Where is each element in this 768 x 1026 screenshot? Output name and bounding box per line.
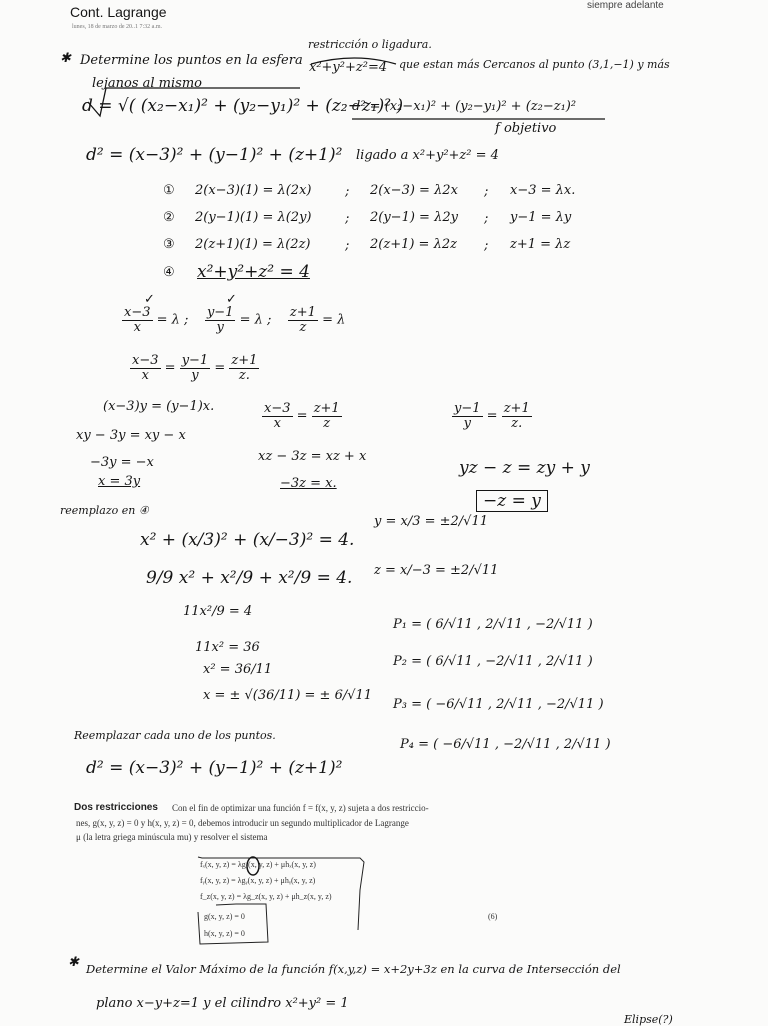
ratios-line: $\frac{x-3}{x}$ = λ ; $\frac{y-1}{y}$ = λ ; $\frac{z+1}{z}$ = λ: [124, 305, 346, 335]
simp3: 2(z+1) = λ2z: [370, 237, 457, 252]
col2-fraction: $\frac{x-3}{x}$ = $\frac{z+1}{z}$: [264, 401, 340, 431]
check-mark-1: ✓: [144, 292, 155, 307]
book-sys-1: fₓ(x, y, z) = λgₓ(x, y, z) + μhₓ(x, y, z): [200, 860, 316, 869]
problem2-line-1: Determine el Valor Máximo de la función f(x,y,z) = x+2y+3z en la curva de Intersección del: [86, 962, 621, 976]
point-p4: P₄ = ( −6/√11 , −2/√11 , 2/√11 ): [400, 737, 611, 752]
book-sys-4: g(x, y, z) = 0: [204, 912, 245, 921]
sep-3: ;: [345, 238, 350, 253]
sep-2b: ;: [484, 211, 489, 226]
ratio-z: $\frac{z+1}{z}$: [289, 305, 316, 335]
sub-5: x² = 36/11: [203, 662, 273, 677]
ratio-x: $\frac{x-3}{x}$: [124, 305, 151, 335]
eq-number-1: ①: [163, 183, 175, 198]
eq2: 2(y−1)(1) = λ(2y): [195, 210, 312, 225]
problem1-statement-b: que estan más Cercanos al punto (3,1,−1) y más: [399, 58, 670, 71]
sub-4: 11x² = 36: [195, 640, 260, 655]
d-squared-expanded: d² = (x−3)² + (y−1)² + (z+1)²: [86, 145, 343, 165]
final-d-squared: d² = (x−3)² + (y−1)² + (z+1)²: [86, 758, 343, 778]
eq-number-2: ②: [163, 210, 175, 225]
book-sys-2: fᵧ(x, y, z) = λgᵧ(x, y, z) + μhᵧ(x, y, z): [200, 876, 316, 885]
problem1-bullet: ✱: [60, 51, 71, 66]
eq-number-3: ③: [163, 237, 175, 252]
res1: x−3 = λx.: [510, 183, 576, 198]
book-sys-3: f_z(x, y, z) = λg_z(x, y, z) + μh_z(x, y, z): [200, 892, 332, 901]
sep-1: ;: [345, 184, 350, 199]
eq-number-4: ④: [163, 265, 175, 280]
eq3: 2(z+1)(1) = λ(2z): [195, 237, 311, 252]
sep-3b: ;: [484, 238, 489, 253]
simp2: 2(y−1) = λ2y: [370, 210, 458, 225]
col3-line1: yz − z = zy + y: [459, 458, 590, 478]
y-value: y = x/3 = ±2/√11: [374, 514, 489, 529]
d-squared-general: d² = (x₂−x₁)² + (y₂−y₁)² + (z₂−z₁)²: [352, 99, 577, 114]
constraint-label: ligado a x²+y²+z² = 4: [356, 148, 499, 163]
book-sys-5: h(x, y, z) = 0: [204, 929, 245, 938]
col1-line1: (x−3)y = (y−1)x.: [103, 399, 215, 414]
header-slogan: siempre adelante: [587, 0, 664, 11]
point-p2: P₂ = ( 6/√11 , −2/√11 , 2/√11 ): [393, 654, 593, 669]
z-value: z = x/−3 = ±2/√11: [374, 563, 499, 578]
book-line-1: Con el fin de optimizar una función f = f(x, y, z) sujeta a dos restriccio-: [172, 803, 429, 813]
header-date: lunes, 18 de marzo de 20..1 7:32 a.m.: [72, 24, 162, 30]
ratio-y: $\frac{y-1}{y}$: [206, 305, 234, 335]
book-line-2: nes, g(x, y, z) = 0 y h(x, y, z) = 0, debemos introducir un segundo multiplicador de Lagrange: [76, 818, 409, 828]
sub-2: 9/9 x² + x²/9 + x²/9 = 4.: [146, 568, 353, 588]
col1-line3: −3y = −x: [90, 455, 154, 470]
problem2-line-3: Elipse(?): [624, 1013, 673, 1026]
col1-line4: x = 3y: [98, 474, 141, 489]
replace-each: Reemplazar cada uno de los puntos.: [74, 729, 276, 742]
simp1: 2(x−3) = λ2x: [370, 183, 458, 198]
sep-2: ;: [345, 211, 350, 226]
res3: z+1 = λz: [510, 237, 571, 252]
eq4: x²+y²+z² = 4: [197, 262, 310, 282]
sub-1: x² + (x/3)² + (x/−3)² = 4.: [140, 530, 355, 550]
problem2-line-2: plano x−y+z=1 y el cilindro x²+y² = 1: [96, 996, 349, 1011]
eq1: 2(x−3)(1) = λ(2x): [195, 183, 312, 198]
objective-label: f objetivo: [495, 121, 557, 136]
problem2-bullet: ✱: [68, 955, 79, 970]
point-p3: P₃ = ( −6/√11 , 2/√11 , −2/√11 ): [393, 697, 604, 712]
point-p1: P₁ = ( 6/√11 , 2/√11 , −2/√11 ): [393, 617, 593, 632]
col1-line2: xy − 3y = xy − x: [76, 428, 186, 443]
page-title: Cont. Lagrange: [70, 4, 167, 20]
book-eq-number: (6): [488, 912, 498, 921]
sphere-equation: x²+y²+z²=4: [309, 60, 388, 75]
restriction-annotation: restricción o ligadura.: [308, 38, 432, 51]
sub-3: 11x²/9 = 4: [183, 604, 253, 619]
replace-label: reemplazo en ④: [60, 504, 149, 517]
problem1-statement-a: Determine los puntos en la esfera: [80, 53, 303, 68]
sep-1b: ;: [484, 184, 489, 199]
col2-line1: xz − 3z = xz + x: [258, 449, 367, 464]
problem1-statement-c: lejanos al mismo: [92, 76, 202, 91]
book-heading: Dos restricciones: [74, 802, 158, 813]
distance-formula: d = √( (x₂−x₁)² + (y₂−y₁)² + (z₂−z₁)² ): [82, 96, 404, 116]
book-box-mark: [198, 904, 268, 944]
res2: y−1 = λy: [510, 210, 572, 225]
sub-6: x = ± √(36/11) = ± 6/√11: [203, 688, 373, 703]
book-line-3: μ (la letra griega minúscula mu) y resolver el sistema: [76, 832, 268, 842]
check-mark-2: ✓: [226, 292, 237, 307]
col3-fraction: $\frac{y-1}{y}$ = $\frac{z+1}{z.}$: [454, 401, 530, 431]
col2-line2: −3z = x.: [280, 476, 337, 491]
col3-line2-boxed: −z = y: [476, 490, 548, 512]
equal-ratios: $\frac{x-3}{x}$ = $\frac{y-1}{y}$ = $\frac{z+1}{z.}$: [132, 353, 258, 383]
